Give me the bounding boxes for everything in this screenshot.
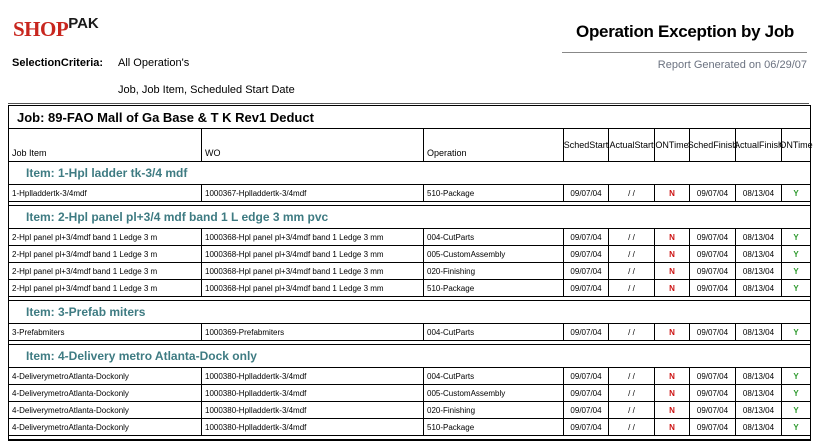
actual-finish-cell: 08/13/04 <box>736 419 782 435</box>
actual-finish-cell: 08/13/04 <box>736 402 782 418</box>
table-row <box>9 385 810 402</box>
report-generated-date: Report Generated on 06/29/07 <box>657 59 807 71</box>
col-sched-start: Sched Start <box>564 129 609 161</box>
operation-cell: 004-CutParts <box>424 324 564 340</box>
job-item-cell: 3-Prefabmiters <box>9 324 202 340</box>
actual-start-cell: / / <box>609 229 655 245</box>
table-row <box>9 185 810 202</box>
column-header-row <box>9 129 813 162</box>
operation-cell: 020-Finishing <box>424 263 564 279</box>
table-row <box>9 324 810 341</box>
job-item-cell: 2-Hpl panel pl+3/4mdf band 1 Ledge 3 m <box>9 280 202 296</box>
sched-finish-cell: 09/07/04 <box>690 419 736 435</box>
shoppak-logo <box>13 17 99 42</box>
actual-finish-cell: 08/13/04 <box>736 368 782 384</box>
wo-cell: 1000380-Hplladdertk-3/4mdf <box>202 368 424 384</box>
col-actual-start: Actual Start <box>609 129 655 161</box>
sched-finish-cell: 09/07/04 <box>690 185 736 201</box>
wo-cell: 1000368-Hpl panel pl+3/4mdf band 1 Ledge 3 mm <box>202 229 424 245</box>
on-time-finish-cell: Y <box>793 283 799 293</box>
actual-finish-cell: 08/13/04 <box>736 246 782 262</box>
actual-start-cell: / / <box>609 246 655 262</box>
wo-cell: 1000380-Hplladdertk-3/4mdf <box>202 402 424 418</box>
job-item-cell: 2-Hpl panel pl+3/4mdf band 1 Ledge 3 m <box>9 229 202 245</box>
on-time-finish-cell: Y <box>793 188 799 198</box>
on-time-start-cell: N <box>655 280 690 296</box>
on-time-start-cell: N <box>655 263 690 279</box>
job-item-cell: 2-Hpl panel pl+3/4mdf band 1 Ledge 3 m <box>9 246 202 262</box>
logo-pak-text: PAK <box>68 15 99 32</box>
item-header: Item: 3-Prefab miters <box>9 301 810 324</box>
selection-criteria-label: SelectionCriteria: <box>12 57 104 69</box>
group-spacer <box>9 436 810 440</box>
wo-cell: 1000368-Hpl panel pl+3/4mdf band 1 Ledge 3 mm <box>202 263 424 279</box>
on-time-start-cell: N <box>655 368 690 384</box>
wo-cell: 1000368-Hpl panel pl+3/4mdf band 1 Ledge 3 mm <box>202 280 424 296</box>
header-divider <box>8 103 809 104</box>
actual-start-cell: / / <box>609 280 655 296</box>
operation-cell: 004-CutParts <box>424 368 564 384</box>
sched-start-cell: 09/07/04 <box>564 185 609 201</box>
table-row <box>9 419 810 436</box>
actual-finish-cell: 08/13/04 <box>736 324 782 340</box>
operation-cell: 510-Package <box>424 419 564 435</box>
on-time-finish-cell: Y <box>793 266 799 276</box>
item-header: Item: 4-Delivery metro Atlanta-Dock only <box>9 345 810 368</box>
table-row <box>9 263 810 280</box>
job-item-cell: 4-DeliverymetroAtlanta-Dockonly <box>9 385 202 401</box>
sched-start-cell: 09/07/04 <box>564 419 609 435</box>
sched-finish-cell: 09/07/04 <box>690 368 736 384</box>
item-header: Item: 1-Hpl ladder tk-3/4 mdf <box>9 162 810 185</box>
sched-start-cell: 09/07/04 <box>564 385 609 401</box>
job-item-cell: 4-DeliverymetroAtlanta-Dockonly <box>9 402 202 418</box>
actual-start-cell: / / <box>609 324 655 340</box>
on-time-start-cell: N <box>655 385 690 401</box>
wo-cell: 1000380-Hplladdertk-3/4mdf <box>202 419 424 435</box>
job-item-cell: 1-Hplladdertk-3/4mdf <box>9 185 202 201</box>
sched-finish-cell: 09/07/04 <box>690 324 736 340</box>
on-time-start-cell: N <box>655 246 690 262</box>
sched-finish-cell: 09/07/04 <box>690 246 736 262</box>
selection-criteria-value: All Operation's <box>118 57 190 69</box>
sched-start-cell: 09/07/04 <box>564 263 609 279</box>
operation-cell: 020-Finishing <box>424 402 564 418</box>
title-underline <box>562 52 807 53</box>
wo-cell: 1000367-Hplladdertk-3/4mdf <box>202 185 424 201</box>
job-item-cell: 2-Hpl panel pl+3/4mdf band 1 Ledge 3 m <box>9 263 202 279</box>
actual-finish-cell: 08/13/04 <box>736 385 782 401</box>
on-time-finish-cell: Y <box>793 232 799 242</box>
col-on-time-start: ON Time <box>655 129 690 161</box>
operation-cell: 510-Package <box>424 185 564 201</box>
sched-start-cell: 09/07/04 <box>564 324 609 340</box>
sched-start-cell: 09/07/04 <box>564 368 609 384</box>
table-row <box>9 246 810 263</box>
items-container <box>9 162 810 440</box>
wo-cell: 1000369-Prefabmiters <box>202 324 424 340</box>
logo-shop-text: SHOP <box>13 17 69 41</box>
actual-finish-cell: 08/13/04 <box>736 280 782 296</box>
report-title: Operation Exception by Job <box>576 22 794 41</box>
sort-order-text: Job, Job Item, Scheduled Start Date <box>118 84 295 96</box>
actual-finish-cell: 08/13/04 <box>736 263 782 279</box>
table-row <box>9 368 810 385</box>
sched-finish-cell: 09/07/04 <box>690 229 736 245</box>
job-item-cell: 4-DeliverymetroAtlanta-Dockonly <box>9 368 202 384</box>
col-actual-finish: Actual Finish <box>736 129 782 161</box>
operation-cell: 005-CustomAssembly <box>424 246 564 262</box>
on-time-start-cell: N <box>655 229 690 245</box>
actual-finish-cell: 08/13/04 <box>736 229 782 245</box>
actual-start-cell: / / <box>609 402 655 418</box>
sched-start-cell: 09/07/04 <box>564 246 609 262</box>
actual-start-cell: / / <box>609 368 655 384</box>
on-time-finish-cell: Y <box>793 371 799 381</box>
wo-cell: 1000380-Hplladdertk-3/4mdf <box>202 385 424 401</box>
report-table <box>8 105 811 441</box>
table-row <box>9 229 810 246</box>
on-time-start-cell: N <box>655 402 690 418</box>
operation-cell: 005-CustomAssembly <box>424 385 564 401</box>
table-row <box>9 402 810 419</box>
sched-finish-cell: 09/07/04 <box>690 402 736 418</box>
actual-finish-cell: 08/13/04 <box>736 185 782 201</box>
sched-finish-cell: 09/07/04 <box>690 385 736 401</box>
operation-cell: 510-Package <box>424 280 564 296</box>
on-time-finish-cell: Y <box>793 422 799 432</box>
col-wo: WO <box>202 129 424 161</box>
actual-start-cell: / / <box>609 263 655 279</box>
sched-finish-cell: 09/07/04 <box>690 263 736 279</box>
on-time-start-cell: N <box>655 324 690 340</box>
actual-start-cell: / / <box>609 385 655 401</box>
job-header: Job: 89-FAO Mall of Ga Base & T K Rev1 Deduct <box>9 105 810 129</box>
on-time-finish-cell: Y <box>793 249 799 259</box>
actual-start-cell: / / <box>609 419 655 435</box>
sched-start-cell: 09/07/04 <box>564 280 609 296</box>
table-row <box>9 280 810 297</box>
on-time-finish-cell: Y <box>793 388 799 398</box>
col-job-item: Job Item <box>9 129 202 161</box>
job-item-cell: 4-DeliverymetroAtlanta-Dockonly <box>9 419 202 435</box>
on-time-finish-cell: Y <box>793 405 799 415</box>
on-time-finish-cell: Y <box>793 327 799 337</box>
item-header: Item: 2-Hpl panel pl+3/4 mdf band 1 L edge 3 mm pvc <box>9 206 810 229</box>
sched-start-cell: 09/07/04 <box>564 402 609 418</box>
col-operation: Operation <box>424 129 564 161</box>
sched-finish-cell: 09/07/04 <box>690 280 736 296</box>
col-sched-finish: Sched Finish <box>690 129 736 161</box>
on-time-start-cell: N <box>655 185 690 201</box>
col-on-time-finish: ON Time <box>779 140 813 150</box>
operation-cell: 004-CutParts <box>424 229 564 245</box>
wo-cell: 1000368-Hpl panel pl+3/4mdf band 1 Ledge 3 mm <box>202 246 424 262</box>
on-time-start-cell: N <box>655 419 690 435</box>
sched-start-cell: 09/07/04 <box>564 229 609 245</box>
actual-start-cell: / / <box>609 185 655 201</box>
